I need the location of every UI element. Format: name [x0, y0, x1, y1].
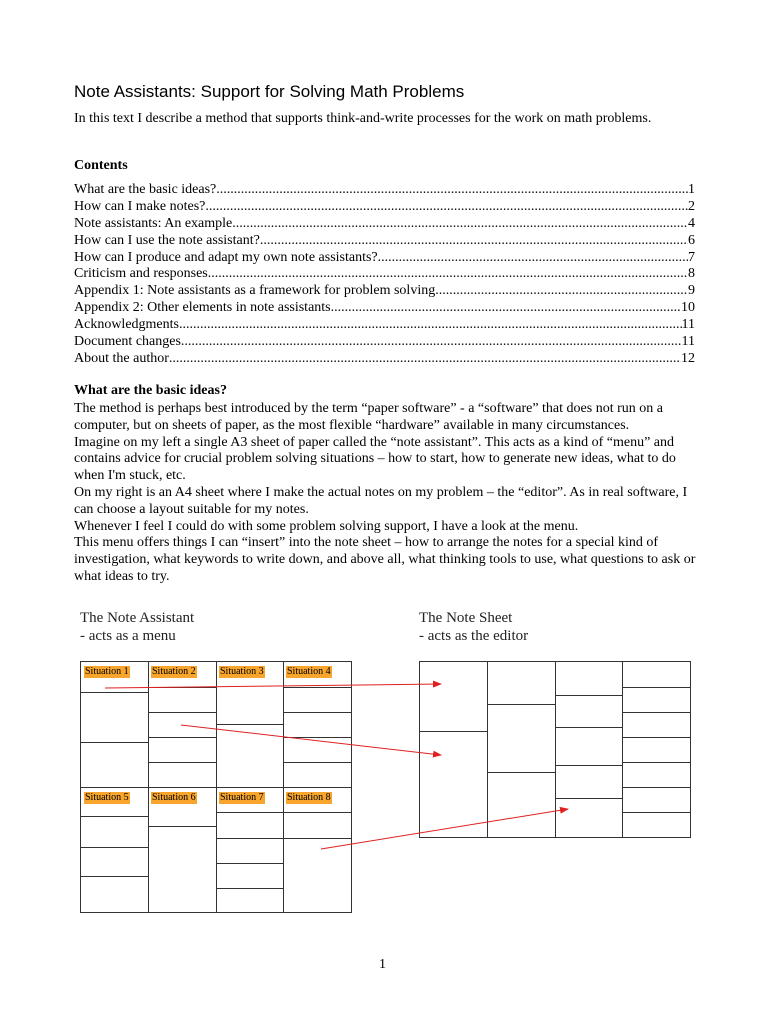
body-paragraph: Imagine on my left a single A3 sheet of paper called the “note assistant”. This acts as a kind of “menu” and contains advice for crucial problem solving situations – how to start, how to generate new ideas, what to do when I'm stuck, etc. — [74, 434, 676, 484]
table-of-contents — [74, 182, 695, 368]
toc-entry-page: 4 — [688, 215, 695, 231]
body-paragraph: The method is perhaps best introduced by the term “paper software” - a “software” that does not run on a computer, but on sheets of paper, as the most flexible “hardware” available in many circumstances. — [74, 401, 663, 433]
body-paragraph: Whenever I feel I could do with some problem solving support, I have a look at the menu. — [74, 518, 579, 534]
situation-label: Situation 4 — [287, 666, 331, 677]
toc-entry-page: 1 — [688, 182, 695, 197]
toc-entry[interactable] — [74, 199, 695, 216]
toc-entry-label: How can I produce and adapt my own note assistants? — [74, 249, 378, 265]
contents-heading: Contents — [74, 158, 128, 173]
toc-entry-label: How can I make notes? — [74, 198, 206, 214]
toc-entry[interactable] — [74, 283, 695, 300]
note-sheet-grid — [419, 661, 691, 838]
body-paragraph: On my right is an A4 sheet where I make the actual notes on my problem – the “editor”. As in real software, I can choose a layout suitable for my notes. — [74, 484, 688, 517]
toc-entry-label: Appendix 1: Note assistants as a framework for problem solving — [74, 283, 436, 299]
toc-entry-page: 7 — [688, 249, 695, 265]
toc-entry-label: Acknowledgments — [74, 317, 179, 333]
toc-entry-label: How can I use the note assistant? — [74, 232, 260, 248]
toc-entry-label: Appendix 2: Other elements in note assistants — [74, 300, 331, 316]
document-title: Note Assistants: Support for Solving Math Problems — [74, 82, 465, 101]
toc-entry-page: 11 — [681, 317, 695, 333]
note-assistant-caption — [80, 609, 194, 645]
note-assistant-caption-title: The Note Assistant — [80, 610, 195, 626]
section-heading: What are the basic ideas? — [74, 383, 227, 398]
toc-entry-label: What are the basic ideas? — [74, 182, 217, 197]
note-sheet-caption — [419, 609, 528, 645]
situation-label: Situation 5 — [85, 792, 129, 803]
toc-entry-page: 6 — [688, 232, 695, 248]
toc-entry-page: 11 — [681, 334, 695, 350]
toc-entry[interactable] — [74, 182, 695, 199]
note-sheet-caption-title: The Note Sheet — [419, 610, 513, 626]
note-assistant-caption-subtitle: - acts as a menu — [80, 628, 176, 644]
situation-label: Situation 2 — [152, 666, 196, 677]
page-number: 1 — [379, 957, 386, 972]
toc-entry[interactable] — [74, 300, 695, 317]
body-paragraph: This menu offers things I can “insert” into the note sheet – how to arrange the notes for a special kind of investigation, what keywords to write down, and above all, what thinking tools to use, what questions to ask or what ideas to try. — [74, 535, 696, 584]
toc-entry[interactable] — [74, 233, 695, 250]
situation-label: Situation 8 — [287, 792, 331, 803]
situation-label: Situation 6 — [152, 792, 196, 803]
toc-entry[interactable] — [74, 250, 695, 267]
toc-entry[interactable] — [74, 334, 695, 351]
toc-entry-page: 8 — [688, 266, 695, 282]
toc-entry[interactable] — [74, 351, 695, 368]
note-assistant-grid — [80, 661, 352, 913]
section-body — [74, 401, 696, 586]
intro-paragraph: In this text I describe a method that supports think-and-write processes for the work on math problems. — [74, 111, 652, 126]
toc-entry[interactable] — [74, 216, 695, 233]
toc-entry[interactable] — [74, 266, 695, 283]
toc-entry-page: 2 — [688, 198, 695, 214]
toc-entry[interactable] — [74, 317, 695, 334]
toc-entry-label: Document changes — [74, 334, 181, 350]
note-sheet-caption-subtitle: - acts as the editor — [419, 628, 529, 644]
toc-entry-page: 10 — [681, 300, 695, 316]
toc-entry-page: 9 — [688, 283, 695, 299]
situation-label: Situation 3 — [220, 666, 264, 677]
situation-label: Situation 1 — [85, 666, 129, 677]
toc-entry-label: Criticism and responses — [74, 266, 208, 282]
situation-label: Situation 7 — [220, 792, 264, 803]
toc-entry-label: About the author — [74, 350, 169, 366]
toc-entry-page: 12 — [681, 350, 695, 366]
toc-entry-label: Note assistants: An example — [74, 215, 233, 231]
